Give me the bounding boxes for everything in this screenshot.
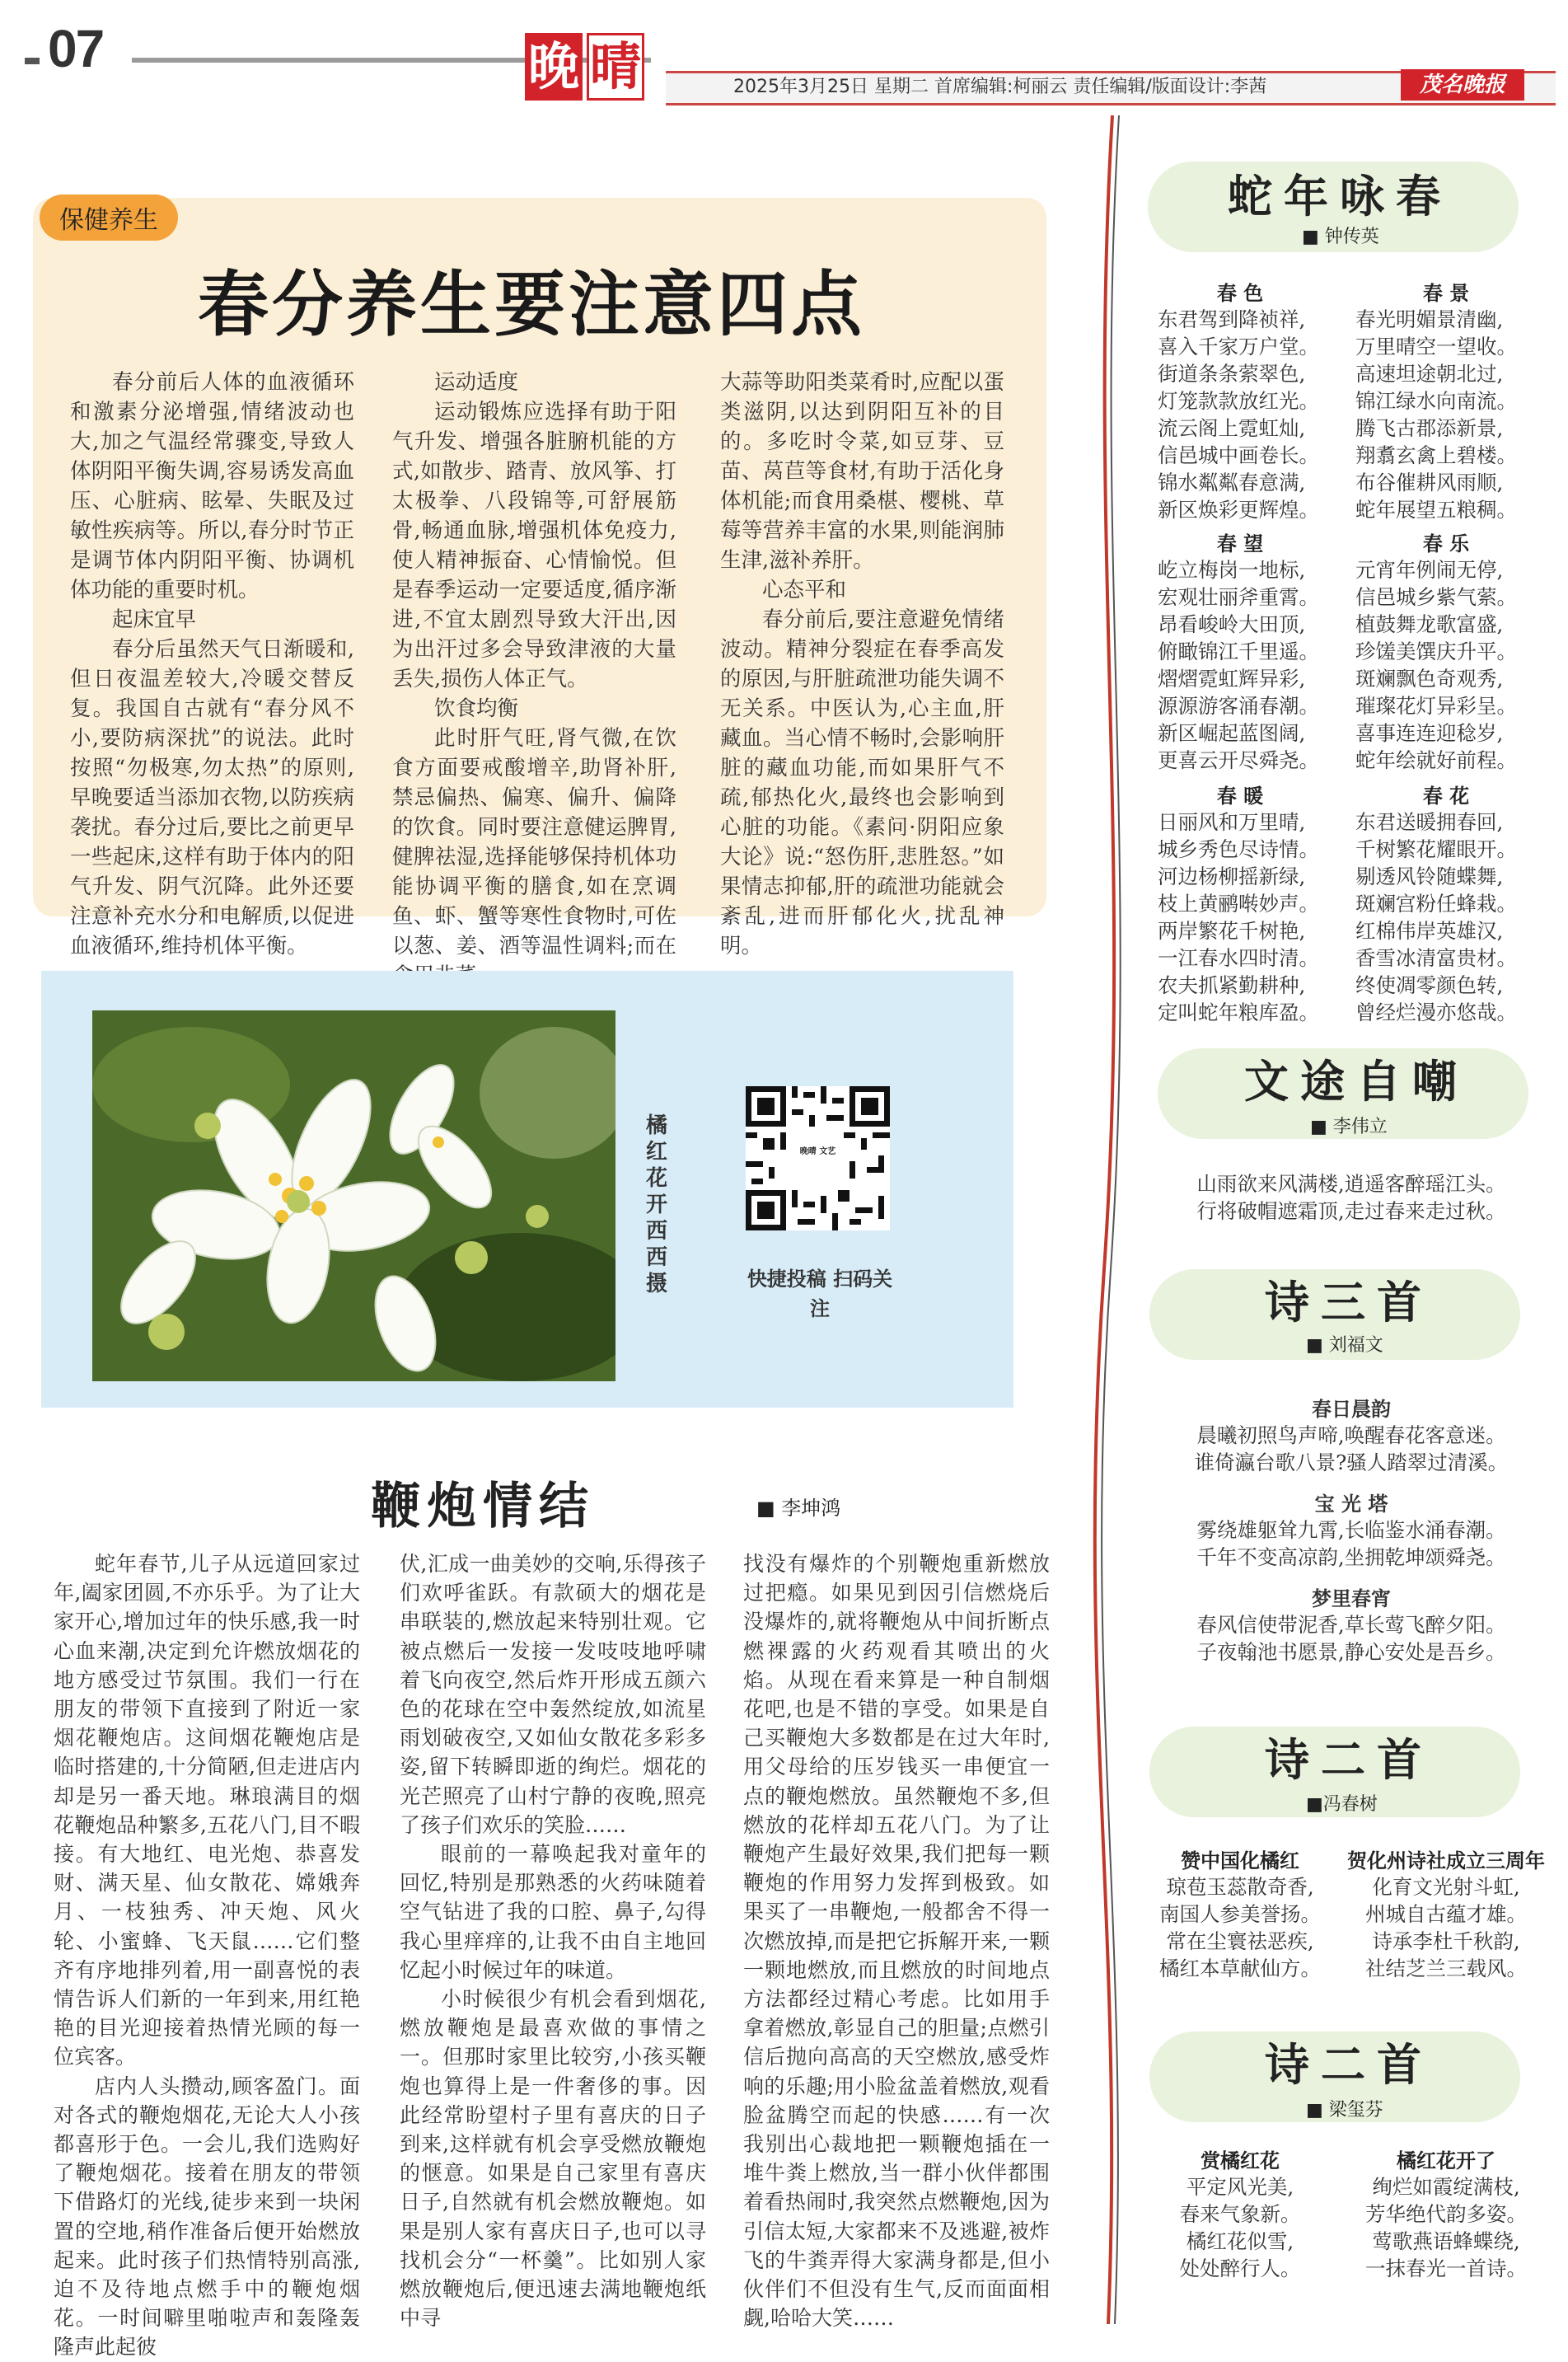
- poem-title: 春 色: [1216, 282, 1264, 305]
- poem-body: [1149, 1873, 1331, 1982]
- poem-line: 斑斓飘色奇观秀,: [1355, 667, 1504, 691]
- poem-line: 新区崛起蓝图阔,: [1158, 721, 1306, 745]
- poem-line: 两岸繁花千树艳,: [1158, 919, 1306, 943]
- poem-block: [1355, 277, 1537, 523]
- poem-line: 昂看峻岭大田顶,: [1158, 612, 1306, 636]
- poem-line: 高速坦途朝北过,: [1355, 362, 1504, 386]
- poem-line: 一抹春光一首诗。: [1365, 2257, 1527, 2280]
- poem-title: 橘红花开了: [1397, 2149, 1495, 2172]
- poem-title: 春日晨韵: [1312, 1398, 1391, 1421]
- brand-char-2: 晴: [587, 33, 644, 101]
- poem-line: 万里晴空一望收。: [1355, 335, 1517, 359]
- poem-title: 宝 光 塔: [1314, 1493, 1388, 1516]
- poem-line: 宏观壮丽斧重霄。: [1158, 585, 1319, 609]
- poem-line: 东君送暖拥春回,: [1355, 810, 1504, 834]
- poem-line: 莺歌燕语蜂蝶绕,: [1372, 2229, 1520, 2253]
- poem-title: 赏橘红花: [1201, 2149, 1280, 2172]
- header-info: 2025年3月25日 星期二 首席编辑:柯丽云 责任编辑/版面设计:李茜: [733, 77, 1267, 97]
- section-title: 蛇年咏春: [1228, 170, 1452, 223]
- poem-line: 一江春水四时清。: [1158, 946, 1319, 970]
- poem-line: 东君驾到降祯祥,: [1158, 307, 1306, 331]
- poem-line: 蛇年展望五粮稠。: [1355, 498, 1517, 522]
- paragraph: 春分后虽然天气日渐暖和,但日夜温差较大,冷暖交替反复。我国自古就有“春分风不小,要防病深扰”的说法。此时按照“勿极寒,勿太热”的原则,早晚要适当添加衣物,以防疾病袭扰。春分过后,要比之前更早一些起床,这样有助于体内的阳气升发、阴气沉降。此外还要注意补充水分和电解质,以促进血液循环,维持机体平衡。: [70, 637, 354, 958]
- page-number-dash: [25, 58, 40, 64]
- poem-line: 斑斓宫粉任蜂栽。: [1355, 892, 1517, 916]
- poem-line: 璀璨花灯异彩呈。: [1355, 694, 1517, 718]
- poem-line: 腾飞古郡添新景,: [1355, 416, 1504, 440]
- poem-block: [1335, 1844, 1557, 1982]
- poem-line: 春来气象新。: [1179, 2202, 1301, 2226]
- paragraph: 春分前后,要注意避免情绪波动。精神分裂症在春季高发的原因,与肝脏疏泄功能失调不无关系。中医认为,心主血,肝藏血。当心情不畅时,会影响肝脏的藏血功能,而如果肝气不疏,郁热化火,最终也会影响到心脏的功能。《素问·阴阳应象大论》说:“怒伤肝,悲胜怒。”如果情志抑郁,肝的疏泄功能就会紊乱,进而肝郁化火,扰乱神明。: [720, 607, 1004, 958]
- poem-line: 信邑城乡紫气萦。: [1355, 585, 1517, 609]
- poem-line: 信邑城中画卷长。: [1158, 443, 1319, 467]
- poem-title: 赞中国化橘红: [1181, 1849, 1299, 1872]
- poem-line: 曾经烂漫亦悠哉。: [1355, 1001, 1517, 1024]
- poem-line: 蛇年绘就好前程。: [1355, 748, 1517, 772]
- newspaper-logo: 茂名晚报: [1401, 69, 1524, 101]
- section-author: ■冯春树: [1306, 1794, 1378, 1815]
- article1-tag: 保健养生: [40, 194, 178, 241]
- poem-line: 灯笼款款放红光。: [1158, 389, 1319, 413]
- poem-line: 锦水粼粼春意满,: [1158, 471, 1306, 494]
- poem-body: [1154, 1170, 1549, 1225]
- poem-line: 平定风光美,: [1186, 2175, 1294, 2199]
- subheading: 运动适度: [434, 370, 519, 395]
- poem-line: 源源游客涌春潮。: [1158, 694, 1319, 718]
- article2-col3: [743, 1549, 1050, 2332]
- article1-col3: [720, 368, 1004, 961]
- article1-col1: [70, 368, 354, 961]
- paragraph: 眼前的一幕唤起我对童年的回忆,特别是那熟悉的火药味随着空气钻进了我的口腔、鼻子,勾得我心里痒痒的,让我不由自主地回忆起小时候过年的味道。: [400, 1842, 706, 1982]
- poem-line: 枝上黄鹂啭妙声。: [1158, 892, 1319, 916]
- poem-line: 香雪冰清富贵材。: [1355, 946, 1517, 970]
- poem-line: 街道条条萦翠色,: [1158, 362, 1306, 386]
- poem-line: 熠熠霓虹辉异彩,: [1158, 667, 1306, 691]
- poem-body: [1158, 808, 1322, 1026]
- subheading: 饮食均衡: [434, 696, 519, 721]
- section-author: ■ 李伟立: [1310, 1117, 1388, 1137]
- poem-line: 州城自古蕴才雄。: [1365, 1902, 1527, 1926]
- poem-line: 晨曦初照鸟声啼,唤醒春花客意迷。: [1196, 1423, 1506, 1447]
- poem-line: 日丽风和万里晴,: [1158, 810, 1306, 834]
- photo-caption: 橘红花开 西西 摄: [646, 1113, 668, 1296]
- poem-line: 锦江绿水向南流。: [1355, 389, 1517, 413]
- qr-code[interactable]: [746, 1086, 890, 1230]
- poem-block: [1343, 2144, 1549, 2282]
- poem-title: 春 望: [1216, 532, 1264, 555]
- poem-line: 农夫抓紧勤耕种,: [1158, 973, 1306, 997]
- section-title: 诗二首: [1265, 2038, 1433, 2091]
- poem-line: 千年不变高凉韵,坐拥乾坤颂舜尧。: [1196, 1545, 1506, 1569]
- flower-illustration: [92, 1010, 615, 1381]
- qr-code-graphic: [746, 1086, 890, 1230]
- poem-line: 俯瞰锦江千里遥。: [1158, 640, 1319, 663]
- poem-line: 橘红本草献仙方。: [1159, 1957, 1321, 1980]
- poem-line: 处处醉行人。: [1179, 2257, 1301, 2280]
- poem-title: 梦里春宵: [1312, 1587, 1391, 1610]
- poem-title: 春 景: [1422, 282, 1470, 305]
- poem-line: 诗承李杜千秋韵,: [1372, 1929, 1520, 1953]
- poem-title: 春 花: [1422, 785, 1470, 808]
- poem-body: [1355, 306, 1537, 523]
- poem-block: [1158, 780, 1322, 1026]
- paragraph: 小时候很少有机会看到烟花,燃放鞭炮是最喜欢做的事情之一。但那时家里比较穷,小孩买鞭炮也算得上是一件奢侈的事。因此经常盼望村子里有喜庆的日子到来,这样就有机会享受燃放鞭炮的惬意。如果是自己家里有喜庆日子,自然就有机会燃放鞭炮。如果是别人家有喜庆日子,也可以寻找机会分“一杯羹”。比如别人家燃放鞭炮后,便迅速去满地鞭炮纸中寻: [400, 1987, 706, 2331]
- poem-block: [1158, 527, 1322, 774]
- poem-block: [1158, 277, 1322, 523]
- poem-line: 城乡秀色尽诗情。: [1158, 837, 1319, 861]
- paragraph: 伏,汇成一曲美妙的交响,乐得孩子们欢呼雀跃。有款硕大的烟花是串联装的,燃放起来特别壮观。它被点燃后一发接一发吱吱地呼啸着飞向夜空,然后炸开形成五颜六色的花球在空中轰然绽放,如流星雨划破夜空,又如仙女散花多彩多姿,留下转瞬即逝的绚烂。烟花的光芒照亮了山村宁静的夜晚,照亮了孩子们欢乐的笑脸……: [400, 1552, 706, 1837]
- article1-title: 春分养生要注意四点: [198, 264, 865, 346]
- poem-line: 喜入千家万户堂。: [1158, 335, 1319, 359]
- section-title: 诗三首: [1265, 1276, 1433, 1329]
- poem-line: 千树繁花耀眼开。: [1355, 837, 1517, 861]
- subheading: 心态平和: [762, 578, 847, 602]
- poem-title: 贺化州诗社成立三周年: [1347, 1849, 1545, 1872]
- poem-block: [1149, 1844, 1331, 1982]
- poem-line: 珍馐美馔庆升平。: [1355, 640, 1517, 663]
- poem-line: 行将破帽遮霜顶,走过春来走过秋。: [1196, 1199, 1506, 1223]
- poem-body: [1335, 1873, 1557, 1982]
- poem-body: [1343, 2173, 1549, 2282]
- poem-line: 常在尘寰祛恶疾,: [1166, 1929, 1314, 1953]
- poem-body: [1355, 808, 1537, 1026]
- poem-line: 子夜翰池书愿景,静心安处是吾乡。: [1196, 1640, 1506, 1664]
- poem-line: 春风信使带泥香,草长莺飞醉夕阳。: [1196, 1613, 1506, 1637]
- poem-line: 布谷催耕风雨顺,: [1355, 471, 1504, 494]
- section-author: ■ 刘福文: [1306, 1335, 1383, 1356]
- section-title: 诗二首: [1265, 1733, 1433, 1786]
- poem-line: 流云阁上霓虹灿,: [1158, 416, 1306, 440]
- poem-line: 绚烂如霞绽满枝,: [1372, 2175, 1520, 2199]
- poem-block: [1158, 2144, 1322, 2282]
- poem-line: 元宵年例闹无停,: [1355, 558, 1504, 582]
- poem-body: [1355, 556, 1537, 774]
- poem-line: 河边杨柳摇新绿,: [1158, 865, 1306, 888]
- paragraph: 此时肝气旺,肾气微,在饮食方面要戒酸增辛,助肾补肝,禁忌偏热、偏寒、偏升、偏降的饮食。同时要注意健运脾胃,健脾祛湿,选择能够保持机体功能协调平衡的膳食,如在烹调鱼、虾、蟹等寒性食物时,可佐以葱、姜、酒等温性调料;而在: [392, 726, 676, 958]
- poem-line: 山雨欲来风满楼,逍遥客醉瑶江头。: [1196, 1172, 1506, 1196]
- qr-center-label: 晚晴 文艺: [799, 1147, 836, 1156]
- paragraph: 春分前后人体的血液循环和激素分泌增强,情绪波动也大,加之气温经常骤变,导致人体阴阳平衡失调,容易诱发高血压、心脏病、眩晕、失眠及过敏性疾病等。所以,春分时节正是调节体内阴阳平衡、协调机体功能的重要时机。: [70, 370, 354, 602]
- article2-author: ■ 李坤鸿: [756, 1497, 841, 1520]
- poem-line: 屹立梅岗一地标,: [1158, 558, 1306, 582]
- poem-title: 春 乐: [1422, 532, 1470, 555]
- poem-block: [1355, 780, 1537, 1026]
- subheading: 起床宜早: [112, 607, 197, 632]
- poem-line: 谁倚瀛台歌八景?骚人踏翠过清溪。: [1194, 1450, 1509, 1474]
- paragraph: 运动锻炼应选择有助于阳气升发、增强各脏腑机能的方式,如散步、踏青、放风筝、打太极拳、八段锦等,可舒展筋骨,畅通血脉,增强机体免疫力,使人精神振奋、心情愉悦。但是春季运动一定要适度,循序渐进,不宜太剧烈导致大汗出,因为出汗过多会导致津液的大量丢失,损伤人体正气。: [392, 400, 676, 691]
- poem-body: [1158, 2173, 1322, 2282]
- page-number: 07: [48, 19, 104, 78]
- section-title: 文途自嘲: [1244, 1055, 1468, 1108]
- poem-line: 终使凋零颜色转,: [1355, 973, 1504, 997]
- poem-block: [1355, 527, 1537, 774]
- poem-line: 芳华绝代韵多姿。: [1365, 2202, 1527, 2226]
- poem-line: 新区焕彩更辉煌。: [1158, 498, 1319, 522]
- poem-line: 剔透风铃随蝶舞,: [1355, 865, 1504, 888]
- flower-photo: [92, 1010, 615, 1381]
- poem-title: 春 暖: [1216, 785, 1264, 808]
- poem-line: 定叫蛇年粮库盈。: [1158, 1001, 1319, 1024]
- section-author: ■ 梁玺芬: [1306, 2100, 1383, 2121]
- article1-col2: [392, 368, 676, 991]
- column-divider: [1088, 115, 1137, 2324]
- poem-line: 化育文光射斗虹,: [1372, 1875, 1520, 1899]
- qr-caption: 快捷投稿 扫码关注: [747, 1268, 893, 1320]
- poem-line: 琼苞玉蕊散奇香,: [1166, 1875, 1314, 1899]
- article2-title: 鞭炮情结: [371, 1478, 595, 1535]
- poem-line: 翔翥玄禽上碧楼。: [1355, 443, 1517, 467]
- poem-line: 更喜云开尽舜尧。: [1158, 748, 1319, 772]
- paragraph: 找没有爆炸的个别鞭炮重新燃放过把瘾。如果见到因引信燃烧后没爆炸的,就将鞭炮从中间折断点燃裸露的火药观看其喷出的火焰。从现在看来算是一种自制烟花吧,也是不错的享受。如果是自己买鞭炮大多数都是在过大年时,用父母给的压岁钱买一串便宜一点的鞭炮燃放。虽然鞭炮不多,但燃放的花样却五花八门。为了让鞭炮产生最好效果,我们把每一颗鞭炮的作用努力发挥到极致。如果买了一串鞭炮,一般都舍不得一次燃放掉,而是把它拆解开来,一颗一颗地燃放,而且燃放的时间地点方法都经过精心考虑。比如用手拿着燃放,彰显自己的胆量;点燃引信后抛向高高的天空燃放,感受炸响的乐趣;用小脸盆盖着燃放,观看脸盆腾空而起的快感……有一次我别出心裁地把一颗鞭炮插在一堆牛粪上燃放,当一群小伙伴都围着看热闹时,我突然点燃鞭炮,因为引信太短,大家都来不及逃避,被炸飞的牛粪弄得大家满身都是,但小伙伴们不但没有生气,反而面面相觑,哈哈大笑……: [743, 1552, 1050, 2331]
- poem-line: 喜事连连迎稔岁,: [1355, 721, 1504, 745]
- poem-line: 橘红花似雪,: [1186, 2229, 1294, 2253]
- poem-body: [1158, 556, 1322, 774]
- article2-col1: [54, 1549, 360, 2362]
- paragraph: 蛇年春节,儿子从远道回家过年,阖家团圆,不亦乐乎。为了让大家开心,增加过年的快乐感,我一时心血来潮,决定到允许燃放烟花的地方感受过节氛围。我们一行在朋友的带领下直接到了附近一家烟花鞭炮店。这间烟花鞭炮店是临时搭建的,十分简陋,但走进店内却是另一番天地。琳琅满目的烟花鞭炮品种繁多,五花八门,目不暇接。有大地红、电光炮、恭喜发财、满天星、仙女散花、嫦娥奔月、一枝独秀、冲天炮、风火轮、小蜜蜂、飞天鼠……它们整齐有序地排列着,用一副喜悦的表情告诉人们新的一年到来,用红艳艳的目光迎接着热情光顾的每一位宾客。: [54, 1552, 360, 2069]
- article2-col2: [400, 1549, 706, 2332]
- poem-body: [1158, 306, 1322, 523]
- paragraph: 店内人头攒动,顾客盈门。面对各式的鞭炮烟花,无论大人小孩都喜形于色。一会儿,我们选购好了鞭炮烟花。接着在朋友的带领下借路灯的光线,徒步来到一块闲置的空地,稍作准备后便开始燃放起来。此时孩子们热情特别高涨,迫不及待地点燃手中的鞭炮烟花。一时间噼里啪啦声和轰隆轰隆声此起彼: [54, 2074, 360, 2360]
- poem-line: 南国人参美誉扬。: [1159, 1902, 1321, 1926]
- section-author: ■ 钟传英: [1302, 227, 1379, 247]
- brand-char-1: 晚: [525, 33, 583, 101]
- poem-line: 社结芝兰三载风。: [1365, 1957, 1527, 1980]
- poem-line: 植鼓舞龙歌富盛,: [1355, 612, 1504, 636]
- paragraph: 大蒜等助阳类菜肴时,应配以蛋类滋阴,以达到阴阳互补的目的。多吃时令菜,如豆芽、豆苗、莴苣等食材,有助于活化身体机能;而食用桑椹、樱桃、草莓等营养丰富的水果,则能润肺生津,滋补养肝。: [720, 370, 1004, 573]
- poem-line: 雾绕雄躯耸九霄,长临鉴水涌春潮。: [1196, 1518, 1506, 1542]
- poem-line: 春光明媚景清幽,: [1355, 307, 1504, 331]
- poem-line: 红棉伟岸英雄汉,: [1355, 919, 1504, 943]
- poem-group: [1154, 1393, 1549, 1666]
